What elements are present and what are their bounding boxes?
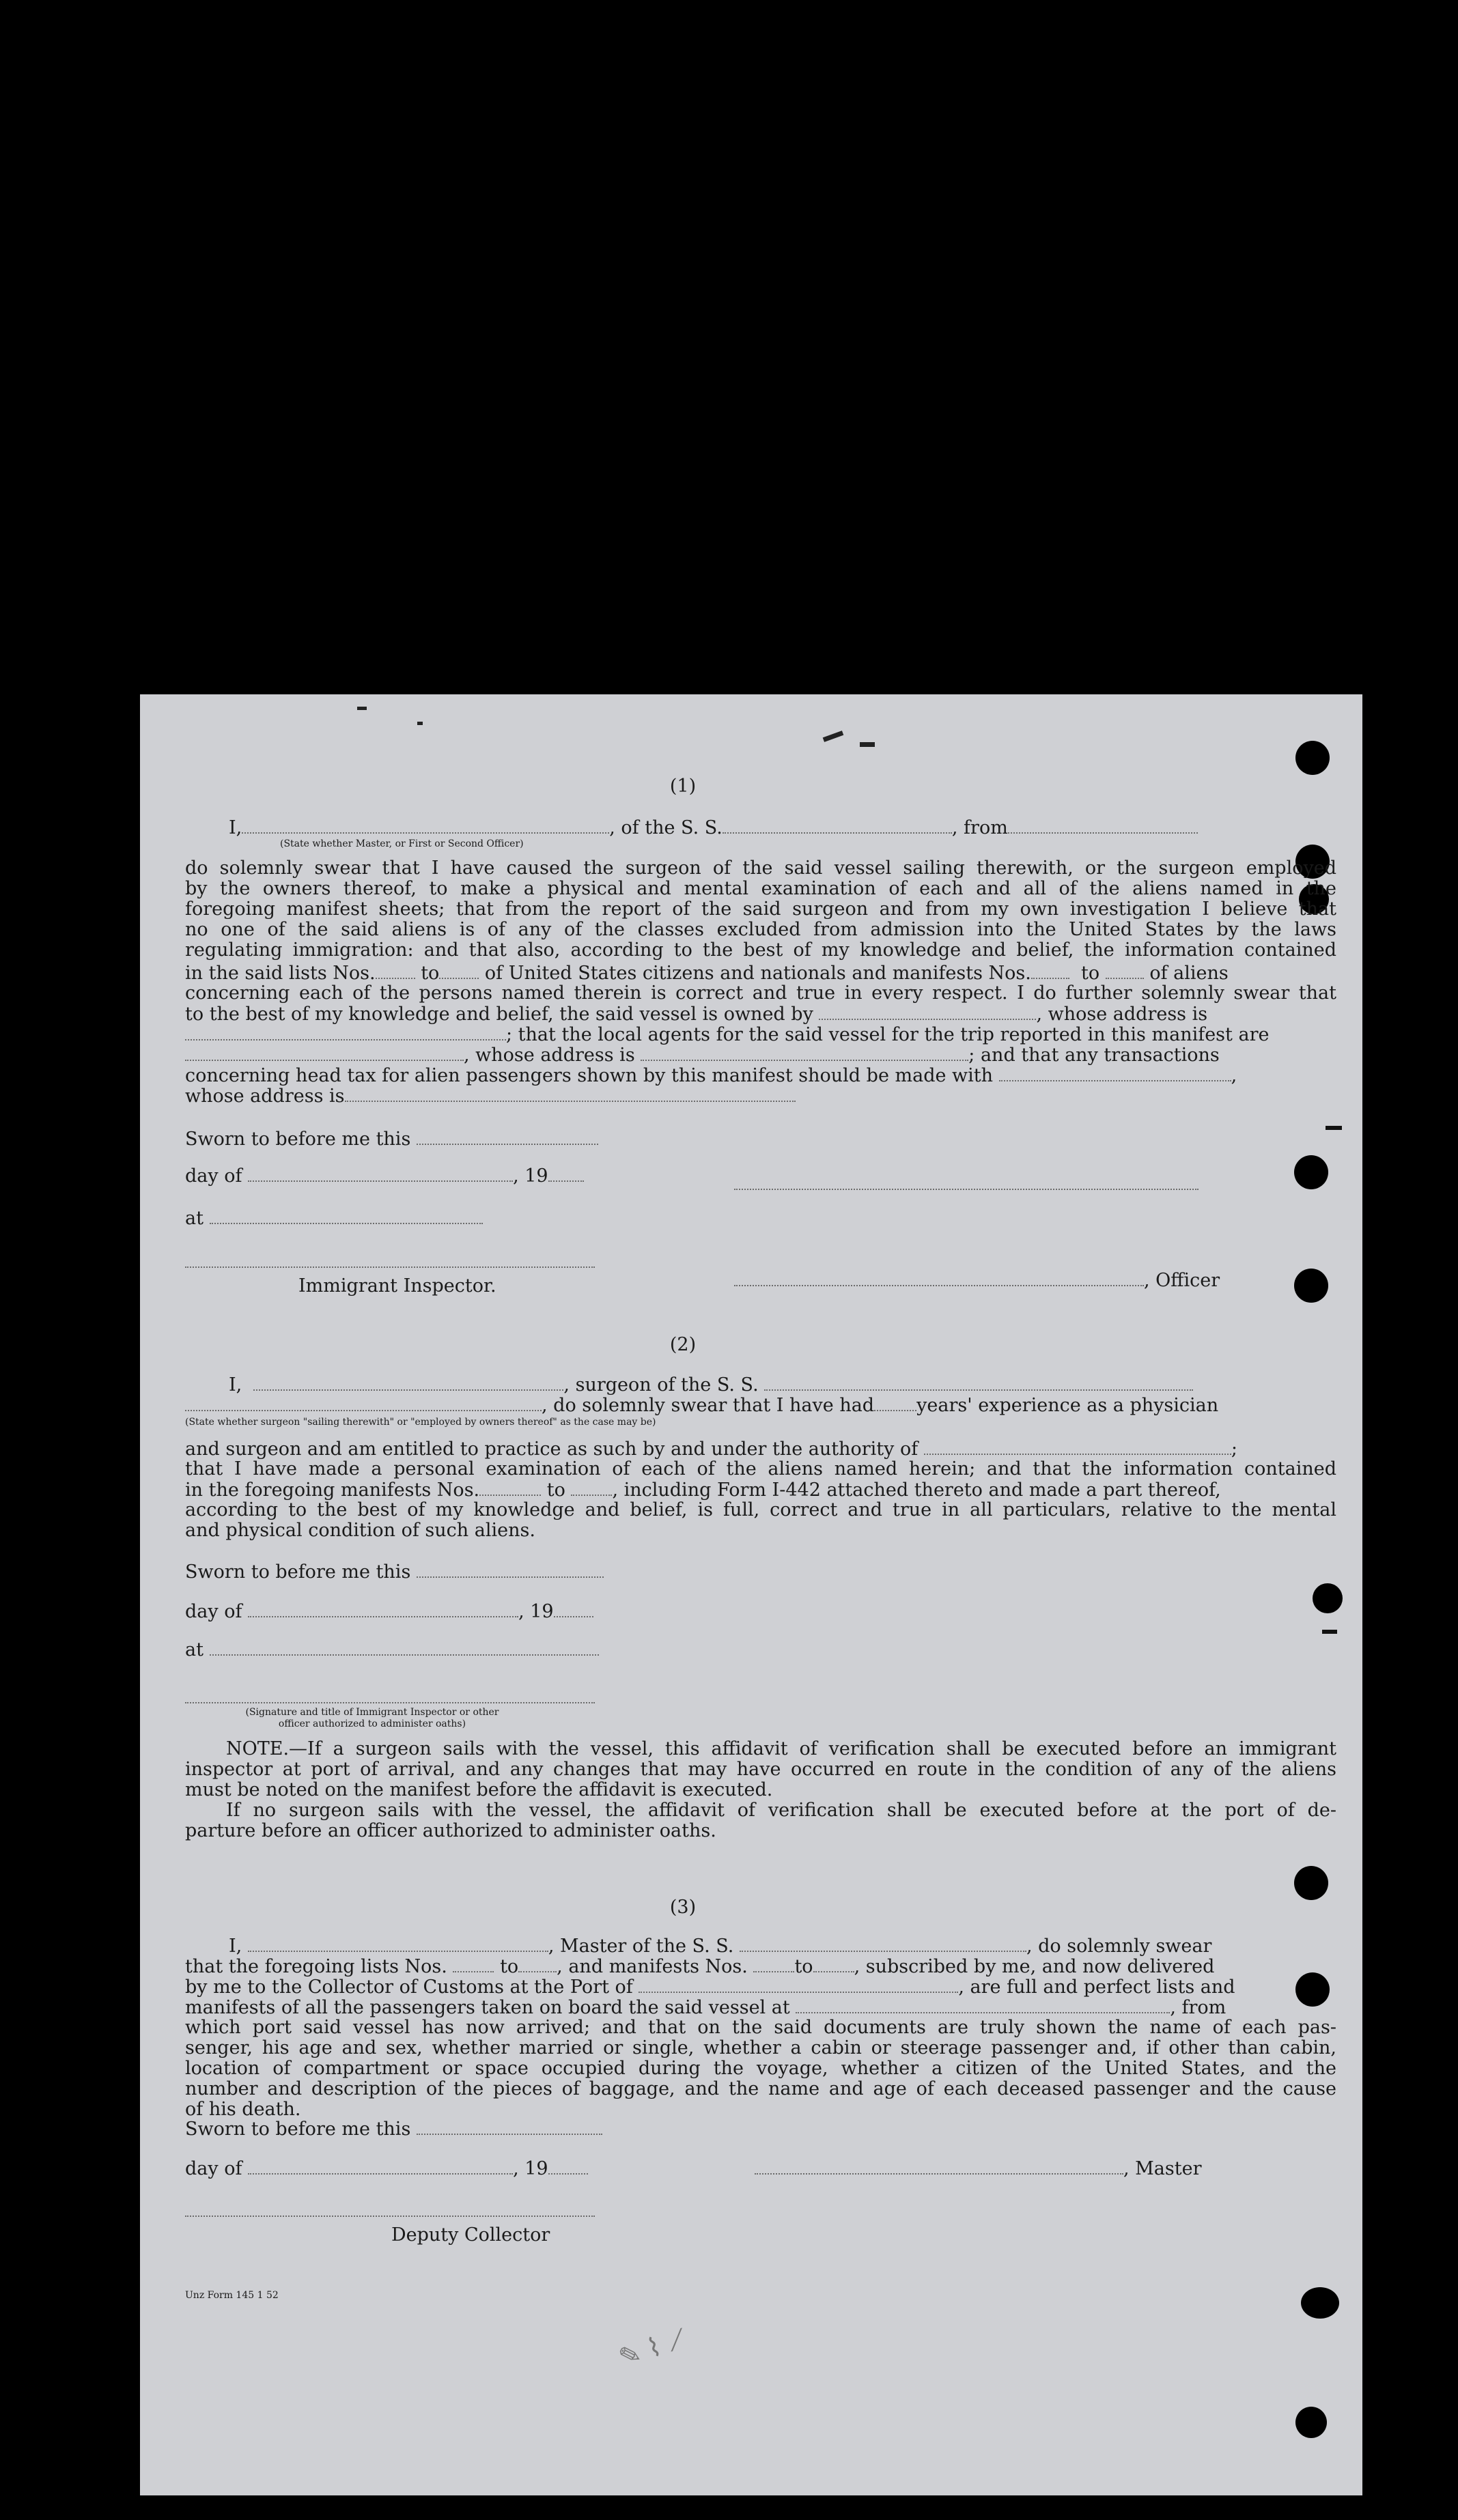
s1-line-1-a: I,: [229, 817, 242, 838]
s2-sworn-text: Sworn to before me this: [185, 1561, 411, 1583]
s1-line-11-b: ; and that any transactions: [968, 1045, 1220, 1066]
s3-line-1-b: , Master of the S. S.: [548, 1936, 734, 1957]
s3-day: [185, 2158, 588, 2179]
s1-line-1-c: , from: [951, 817, 1008, 838]
s1-p-line: by the owners thereof, to make a physical and mental examination of each and all of the aliens named in the: [185, 878, 1336, 899]
s3-line-2-a: that the foregoing lists Nos.: [185, 1956, 447, 1977]
s1-line-1: [229, 817, 1198, 838]
s1-line-1-b: , of the S. S.: [609, 817, 723, 838]
s3-p-line: senger, his age and sex, whether married or single, whether a cabin or steerage passenger and, if other than cabin,: [185, 2037, 1336, 2058]
punch-hole: [1294, 1269, 1328, 1303]
s1-officer-text: , Officer: [1144, 1270, 1220, 1291]
s1-line-11-a: , whose address is: [464, 1045, 635, 1066]
s3-line-4-a: manifests of all the passengers taken on board the said vessel at: [185, 1997, 790, 2018]
s1-day: [185, 1165, 584, 1187]
s1-line-9: [185, 1004, 1207, 1025]
punch-hole: [1301, 2287, 1339, 2319]
s2-line-1-b: , surgeon of the S. S.: [563, 1374, 759, 1396]
s2-line-7: and physical condition of such aliens.: [185, 1520, 535, 1541]
punch-hole: [1295, 2407, 1327, 2438]
form-number-footer: Unz Form 145 1 52: [185, 2290, 279, 2301]
edge-mark: [1326, 1126, 1342, 1130]
punch-hole: [1294, 1866, 1328, 1900]
s1-p-line: no one of the said aliens is of any of the classes excluded from admission into the United States by the laws: [185, 919, 1336, 940]
s1-paragraph: [185, 858, 1336, 961]
s2-at: [185, 1639, 599, 1660]
s2-surgeon-note: (State whether surgeon "sailing therewith" or "employed by owners thereof" as the case may be): [185, 1417, 656, 1428]
s1-line-13-text: whose address is: [185, 1086, 345, 1107]
s2-line-2-a: , do solemnly swear that I have had: [542, 1395, 875, 1416]
s1-line-10: [185, 1024, 1269, 1045]
s3-paragraph: [185, 2018, 1336, 2120]
speck: [357, 707, 367, 710]
s3-line-3-a: by me to the Collector of Customs at the Port of: [185, 1977, 633, 1998]
s1-p-line: foregoing manifest sheets; that from the report of the said surgeon and from my own investigation I believe that: [185, 898, 1336, 920]
punch-hole: [1295, 1972, 1330, 2007]
s3-line-2-b: to: [500, 1956, 519, 1977]
s2-line-1-a: I,: [229, 1374, 242, 1396]
s2-line-5-b: to: [546, 1480, 565, 1501]
s2-signature-line: [185, 1701, 595, 1703]
s3-deputy-label: Deputy Collector: [391, 2224, 550, 2246]
s2-note-block: [185, 1739, 1336, 1841]
s3-master: [755, 2158, 1202, 2179]
s3-p-line: of his death.: [185, 2099, 301, 2120]
punch-hole: [1294, 1155, 1328, 1189]
s2-note-line: NOTE.—If a surgeon sails with the vessel, this affidavit of verification shall be executed before an immigrant: [226, 1738, 1336, 1759]
s3-line-1: [229, 1936, 1211, 1957]
speck: [860, 742, 875, 747]
s1-line-9-b: , whose address is: [1036, 1004, 1208, 1025]
s3-deputy-line: [185, 2214, 595, 2217]
s2-note-line: inspector at port of arrival, and any changes that may have occurred en route in the condition of any of the aliens: [185, 1759, 1336, 1780]
s2-line-5-c: , including Form I-442 attached thereto and made a part thereof,: [612, 1480, 1221, 1501]
s1-line-13: [185, 1086, 796, 1107]
s1-year-text: , 19: [513, 1165, 548, 1187]
s2-line-3-a: and surgeon and am entitled to practice as such by and under the authority of: [185, 1439, 919, 1460]
s3-line-1-a: I,: [229, 1936, 242, 1957]
s1-at-text: at: [185, 1208, 204, 1229]
s1-line-12-b: ,: [1231, 1065, 1237, 1086]
s2-day-text: day of: [185, 1601, 242, 1622]
s1-line-10-text: ; that the local agents for the said vessel for the trip reported in this manifest are: [506, 1024, 1270, 1045]
s1-line-9-a: to the best of my knowledge and belief, the said vessel is owned by: [185, 1004, 813, 1025]
section-3-number: (3): [669, 1897, 697, 1918]
s3-line-4: [185, 1997, 1226, 2018]
s3-line-2-d: to: [794, 1956, 813, 1977]
s3-sworn: [185, 2119, 602, 2140]
s3-line-2-e: , subscribed by me, and now delivered: [854, 1956, 1215, 1977]
s3-line-3-b: , are full and perfect lists and: [958, 1977, 1235, 1998]
s2-signature-caption-2: officer authorized to administer oaths): [278, 1718, 466, 1729]
manifest-form-page: [140, 694, 1362, 2495]
s3-p-line: which port said vessel has now arrived; and that on the said documents are truly shown the name of each pas-: [185, 2017, 1336, 2038]
s1-p-line: regulating immigration: and that also, according to the best of my knowledge and belief, the information contained: [185, 939, 1336, 961]
s3-line-3: [185, 1977, 1235, 1998]
s2-line-3-b: ;: [1231, 1439, 1237, 1460]
s2-line-2: [185, 1395, 1218, 1416]
edge-mark: [1322, 1630, 1337, 1634]
s2-line-4: that I have made a personal examination of each of the aliens named herein; and that the information contained: [185, 1458, 1336, 1480]
handwritten-mark: ✎ ⌇ ⟋: [615, 2323, 690, 2373]
s1-lists-c: of United States citizens and nationals and manifests Nos.: [484, 963, 1031, 984]
s2-day: [185, 1601, 593, 1622]
speck: [823, 731, 844, 742]
section-1-number: (1): [669, 776, 697, 797]
s1-inspector-line: [185, 1265, 595, 1268]
s1-inspector-label: Immigrant Inspector.: [298, 1275, 496, 1297]
s1-signature-line: [734, 1187, 1198, 1190]
s1-day-text: day of: [185, 1165, 242, 1187]
s2-line-1: [229, 1374, 1193, 1396]
s3-line-2-c: , and manifests Nos.: [557, 1956, 748, 1977]
s2-note-line: must be noted on the manifest before the affidavit is executed.: [185, 1779, 773, 1800]
s1-line-11: [185, 1045, 1220, 1066]
s1-lists-line: [185, 963, 1229, 984]
speck: [417, 722, 423, 725]
punch-hole: [1313, 1583, 1343, 1613]
s1-sworn: [185, 1129, 598, 1150]
s2-line-6: according to the best of my knowledge and belief, is full, correct and true in all particulars, relative to the mental: [185, 1499, 1336, 1520]
s2-note-line: If no surgeon sails with the vessel, the affidavit of verification shall be executed before at the port of de-: [226, 1800, 1336, 1821]
s1-lists-d: to: [1081, 963, 1100, 984]
punch-hole: [1295, 741, 1330, 775]
s3-line-2: [185, 1956, 1214, 1977]
s3-master-text: , Master: [1123, 2158, 1202, 2179]
s2-signature-caption-1: (Signature and title of Immigrant Inspector or other: [245, 1707, 499, 1718]
s2-sworn: [185, 1561, 604, 1583]
s1-lists-a: in the said lists Nos.: [185, 963, 376, 984]
s1-at: [185, 1208, 483, 1229]
s2-line-3: [185, 1439, 1237, 1460]
s1-lists-b: to: [421, 963, 440, 984]
s3-year-text: , 19: [513, 2158, 548, 2179]
s2-at-text: at: [185, 1639, 204, 1660]
s3-day-text: day of: [185, 2158, 242, 2179]
s3-p-line: location of compartment or space occupied during the voyage, whether a citizen of the United States, and the: [185, 2058, 1336, 2079]
s1-line-12: [185, 1065, 1237, 1086]
s1-p-line: do solemnly swear that I have caused the surgeon of the said vessel sailing therewith, or the surgeon employed: [185, 858, 1336, 879]
s2-line-5-a: in the foregoing manifests Nos.: [185, 1480, 480, 1501]
s1-line-8: concerning each of the persons named therein is correct and true in every respect. I do further solemnly swear that: [185, 982, 1336, 1004]
s1-sworn-text: Sworn to before me this: [185, 1129, 411, 1150]
s2-year-text: , 19: [518, 1601, 554, 1622]
s3-sworn-text: Sworn to before me this: [185, 2119, 411, 2140]
s3-line-1-c: , do solemnly swear: [1026, 1936, 1212, 1957]
s2-line-5: [185, 1480, 1221, 1501]
s3-line-4-b: , from: [1170, 1997, 1226, 2018]
s1-line-12-a: concerning head tax for alien passengers shown by this manifest should be made with: [185, 1065, 994, 1086]
s3-p-line: number and description of the pieces of baggage, and the name and age of each deceased passenger and the cause: [185, 2078, 1336, 2099]
s1-lists-e: of aliens: [1149, 963, 1229, 984]
section-2-number: (2): [669, 1334, 697, 1355]
s1-officer: [734, 1270, 1220, 1291]
s1-officer-note: (State whether Master, or First or Second Officer): [280, 838, 524, 849]
s2-line-2-b: years' experience as a physician: [916, 1395, 1219, 1416]
s2-note-line: parture before an officer authorized to administer oaths.: [185, 1820, 716, 1841]
